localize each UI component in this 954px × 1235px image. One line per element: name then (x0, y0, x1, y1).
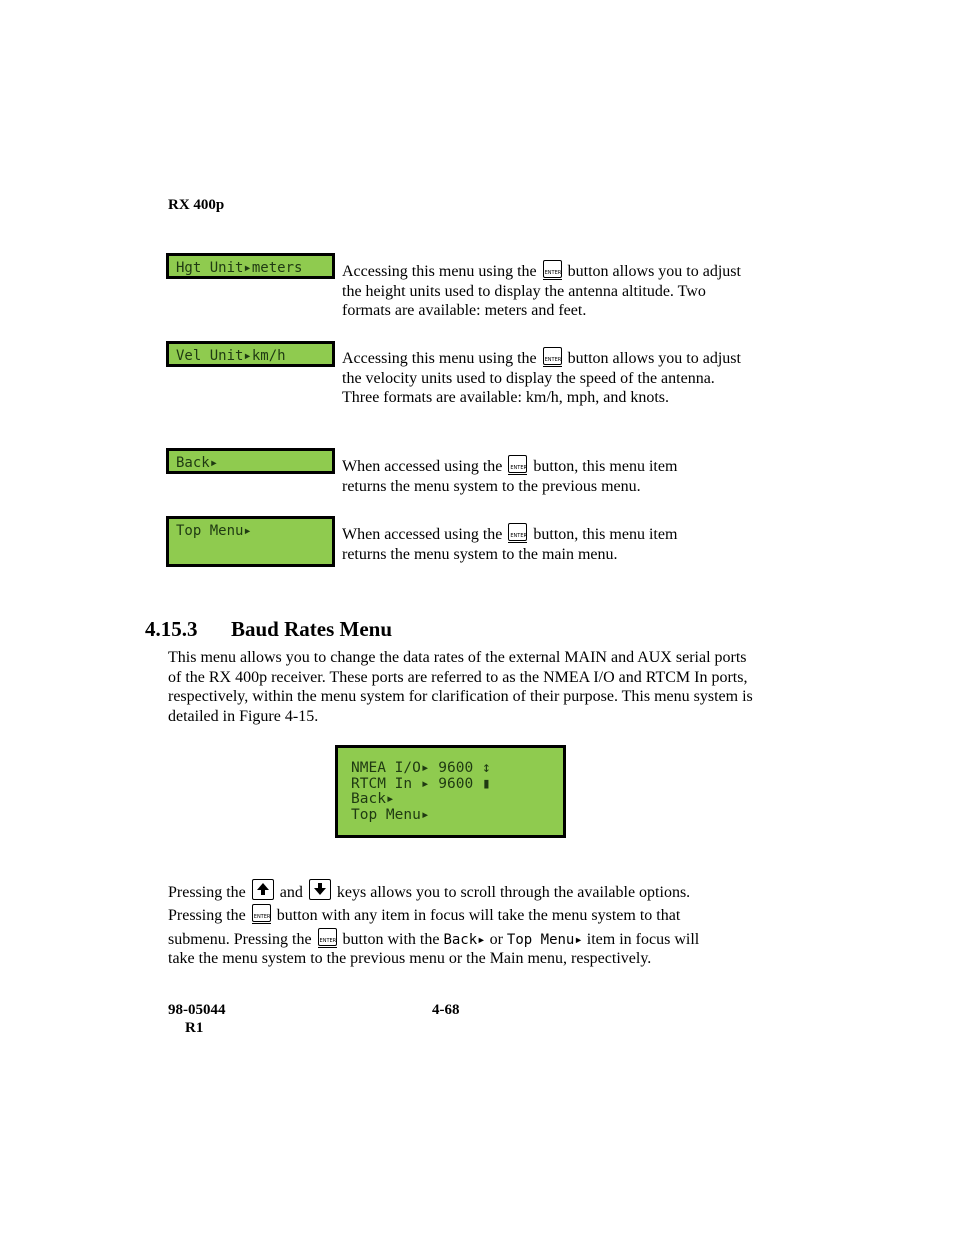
lcd-line-top-menu: Top Menu▸ (351, 806, 430, 823)
desc-text-after: button, this menu item returns the menu system to the main menu. (342, 526, 678, 563)
instr-text: Pressing the (168, 907, 246, 924)
instr-text: and (279, 884, 303, 901)
instr-text: button with the (342, 931, 440, 948)
lcd-line-back: Back▸ (351, 791, 395, 807)
instr-text: Pressing the (168, 884, 246, 901)
enter-key-icon (543, 347, 562, 365)
desc-text-after: button allows you to adjust the velocity units used to display the speed of the antenna. Three formats are available: km/h, mph, and knots. (342, 350, 741, 407)
scroll-instructions (168, 879, 788, 903)
lcd-height-unit: Hgt Unit▸meters (166, 253, 335, 279)
instr-text: submenu. Pressing the (168, 931, 312, 948)
section-heading (145, 617, 392, 642)
return-instructions: take the menu system to the previous menu or the Main menu, respectively. (168, 950, 652, 967)
down-arrow-key-icon (309, 879, 331, 900)
section-number: 4.15.3 (145, 617, 198, 641)
lcd-top-menu: Top Menu▸ (166, 516, 335, 567)
desc-text-before: Accessing this menu using the (342, 263, 537, 280)
footer-revision: R1 (185, 1020, 204, 1036)
instr-text: or (489, 931, 503, 948)
desc-text-after: button, this menu item returns the menu system to the previous menu. (342, 458, 678, 495)
enter-key-icon (508, 523, 527, 541)
enter-key-icon (543, 260, 562, 278)
desc-text-before: Accessing this menu using the (342, 350, 537, 367)
up-arrow-key-icon (252, 879, 274, 900)
lcd-line-nmea: NMEA I/O▸ 9600 ↕ (351, 760, 491, 776)
baud-rates-lcd (335, 745, 566, 838)
height-unit-description (342, 260, 742, 321)
footer-page-number: 4-68 (432, 1002, 460, 1018)
top-menu-description (342, 523, 712, 564)
enter-key-icon (318, 928, 337, 946)
back-description (342, 455, 712, 496)
desc-text-before: When accessed using the (342, 526, 503, 543)
lcd-back: Back▸ (166, 448, 335, 474)
desc-text-after: button allows you to adjust the height units used to display the antenna altitude. Two formats are available: meters and feet. (342, 263, 741, 320)
footer-doc-number: 98-05044 (168, 1002, 226, 1018)
instr-text: item in focus will (586, 931, 700, 948)
section-title: Baud Rates Menu (231, 617, 393, 641)
instr-text: keys allows you to scroll through the available options. (336, 884, 691, 901)
enter-key-icon (252, 904, 271, 922)
lcd-line-rtcm: RTCM In ▸ 9600 ▮ (351, 775, 491, 792)
document-header: RX 400p (168, 197, 225, 213)
lcd-velocity-unit: Vel Unit▸km/h (166, 341, 335, 367)
enter-instructions (168, 904, 788, 926)
desc-text-before: When accessed using the (342, 458, 503, 475)
enter-key-icon (508, 455, 527, 473)
inline-lcd-back: Back▸ (443, 932, 486, 948)
submenu-instructions (168, 928, 788, 951)
instr-text: button with any item in focus will take the menu system to that (276, 907, 681, 924)
section-intro: This menu allows you to change the data rates of the external MAIN and AUX serial ports of the RX 400p receiver. These ports are referred to as the NMEA I/O and RTCM In ports, respectively, within the menu system for clarification of their purpose. This menu system is detailed in Figure 4-15. (168, 649, 753, 725)
velocity-unit-description (342, 347, 742, 408)
inline-lcd-top-menu: Top Menu▸ (506, 932, 583, 948)
